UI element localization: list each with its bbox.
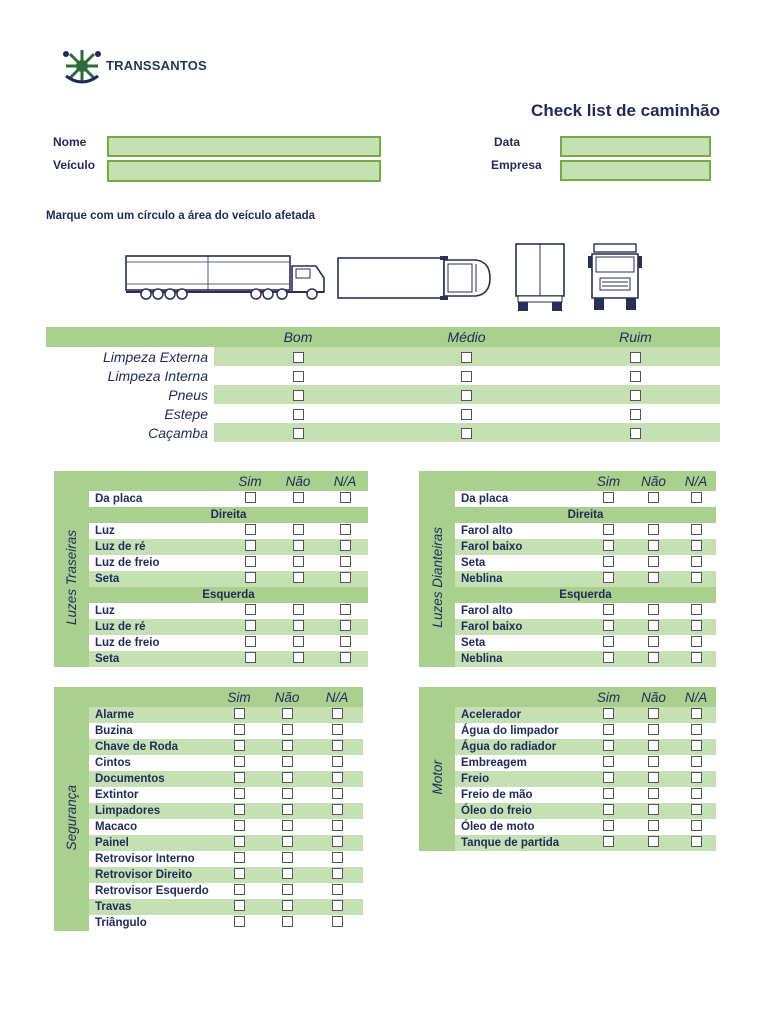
side-label: Motor bbox=[429, 760, 445, 795]
checkbox[interactable] bbox=[340, 540, 351, 551]
checkbox[interactable] bbox=[691, 804, 702, 815]
page-title: Check list de caminhão bbox=[531, 101, 720, 120]
checkbox[interactable] bbox=[282, 788, 293, 799]
checkbox[interactable] bbox=[691, 788, 702, 799]
item-label: Luz de freio bbox=[89, 635, 226, 651]
item-label: Luz de freio bbox=[89, 555, 226, 571]
table-row bbox=[46, 366, 720, 385]
row-label: Limpeza Interna bbox=[46, 366, 214, 385]
checkbox[interactable] bbox=[293, 371, 304, 382]
checkbox[interactable] bbox=[234, 772, 245, 783]
brand-name: TRANSSANTOS bbox=[106, 58, 207, 73]
checkbox[interactable] bbox=[332, 708, 343, 719]
checkbox[interactable] bbox=[603, 636, 614, 647]
checkbox[interactable] bbox=[691, 620, 702, 631]
item-label: Travas bbox=[89, 899, 215, 915]
checkbox[interactable] bbox=[603, 540, 614, 551]
checkbox[interactable] bbox=[234, 868, 245, 879]
checkbox[interactable] bbox=[293, 428, 304, 439]
col-medio: Médio bbox=[382, 327, 551, 347]
checkbox[interactable] bbox=[234, 884, 245, 895]
checkbox[interactable] bbox=[340, 524, 351, 535]
item-label: Macaco bbox=[89, 819, 215, 835]
checkbox[interactable] bbox=[691, 724, 702, 735]
checkbox[interactable] bbox=[293, 620, 304, 631]
col-nao: Não bbox=[263, 687, 311, 707]
checkbox[interactable] bbox=[648, 836, 659, 847]
checkbox[interactable] bbox=[293, 572, 304, 583]
item-label: Alarme bbox=[89, 707, 215, 723]
item-label: Farol alto bbox=[455, 603, 586, 619]
checkbox[interactable] bbox=[603, 492, 614, 503]
condition-table bbox=[46, 327, 720, 442]
truck-front-view-icon[interactable] bbox=[588, 242, 642, 312]
item-label: Freio de mão bbox=[455, 787, 586, 803]
checkbox[interactable] bbox=[332, 852, 343, 863]
data-field[interactable] bbox=[560, 136, 711, 157]
checkbox[interactable] bbox=[293, 652, 304, 663]
checkbox[interactable] bbox=[332, 756, 343, 767]
empresa-field[interactable] bbox=[560, 160, 711, 181]
row-label: Estepe bbox=[46, 404, 214, 423]
veiculo-field[interactable] bbox=[107, 160, 381, 182]
truck-side-view-icon[interactable] bbox=[124, 252, 326, 302]
checkbox[interactable] bbox=[245, 604, 256, 615]
checkbox[interactable] bbox=[691, 756, 702, 767]
checkbox[interactable] bbox=[245, 620, 256, 631]
item-label: Luz bbox=[89, 603, 226, 619]
checkbox[interactable] bbox=[282, 868, 293, 879]
table-row bbox=[46, 404, 720, 423]
checkbox[interactable] bbox=[340, 556, 351, 567]
checkbox[interactable] bbox=[340, 620, 351, 631]
row-label: Limpeza Externa bbox=[46, 347, 214, 366]
col-sim: Sim bbox=[586, 471, 631, 491]
side-label: Segurança bbox=[64, 784, 79, 851]
checkbox[interactable] bbox=[293, 352, 304, 363]
table-row bbox=[46, 347, 720, 366]
truck-top-view-icon[interactable] bbox=[336, 254, 494, 300]
checkbox[interactable] bbox=[691, 708, 702, 719]
checkbox[interactable] bbox=[245, 492, 256, 503]
item-label: Limpadores bbox=[89, 803, 215, 819]
nome-input[interactable] bbox=[109, 139, 379, 156]
checkbox[interactable] bbox=[245, 572, 256, 583]
item-label: Embreagem bbox=[455, 755, 586, 771]
item-label: Cintos bbox=[89, 755, 215, 771]
checkbox[interactable] bbox=[648, 740, 659, 751]
item-label: Da placa bbox=[89, 491, 226, 507]
checkbox[interactable] bbox=[282, 820, 293, 831]
checkbox[interactable] bbox=[293, 524, 304, 535]
checkbox[interactable] bbox=[340, 572, 351, 583]
checkbox[interactable] bbox=[630, 428, 641, 439]
item-label: Neblina bbox=[455, 651, 586, 667]
checkbox[interactable] bbox=[234, 852, 245, 863]
checkbox[interactable] bbox=[603, 708, 614, 719]
checkbox[interactable] bbox=[332, 740, 343, 751]
checkbox[interactable] bbox=[293, 409, 304, 420]
checkbox[interactable] bbox=[603, 652, 614, 663]
truck-rear-view-icon[interactable] bbox=[514, 242, 566, 312]
item-label: Luz de ré bbox=[89, 619, 226, 635]
item-label: Buzina bbox=[89, 723, 215, 739]
luzes-traseiras-table bbox=[54, 471, 368, 667]
checkbox[interactable] bbox=[234, 804, 245, 815]
logo bbox=[60, 46, 210, 86]
checkbox[interactable] bbox=[293, 540, 304, 551]
checkbox[interactable] bbox=[691, 652, 702, 663]
checkbox[interactable] bbox=[332, 884, 343, 895]
subheader-esquerda: Esquerda bbox=[89, 587, 368, 603]
checkbox[interactable] bbox=[293, 556, 304, 567]
item-label: Neblina bbox=[455, 571, 586, 587]
empresa-label: Empresa bbox=[491, 158, 542, 172]
item-label: Seta bbox=[89, 651, 226, 667]
checkbox[interactable] bbox=[648, 756, 659, 767]
instruction-text: Marque com um círculo a área do veículo afetada bbox=[46, 210, 316, 222]
checkbox[interactable] bbox=[691, 556, 702, 567]
checkbox[interactable] bbox=[332, 788, 343, 799]
veiculo-label: Veículo bbox=[53, 158, 96, 172]
data-label: Data bbox=[494, 135, 521, 149]
item-label: Luz de ré bbox=[89, 539, 226, 555]
item-label: Freio bbox=[455, 771, 586, 787]
checkbox[interactable] bbox=[332, 820, 343, 831]
checkbox[interactable] bbox=[234, 820, 245, 831]
checkbox[interactable] bbox=[461, 390, 472, 401]
table-row bbox=[46, 385, 720, 404]
checkbox[interactable] bbox=[603, 524, 614, 535]
checkbox[interactable] bbox=[461, 371, 472, 382]
item-label: Água do limpador bbox=[455, 723, 586, 739]
checkbox[interactable] bbox=[245, 524, 256, 535]
col-ruim: Ruim bbox=[551, 327, 720, 347]
col-sim: Sim bbox=[215, 687, 263, 707]
checkbox[interactable] bbox=[282, 724, 293, 735]
checkbox[interactable] bbox=[648, 556, 659, 567]
checkbox[interactable] bbox=[245, 636, 256, 647]
item-label: Seta bbox=[455, 635, 586, 651]
checkbox[interactable] bbox=[691, 836, 702, 847]
checkbox[interactable] bbox=[234, 708, 245, 719]
checkbox[interactable] bbox=[282, 836, 293, 847]
checkbox[interactable] bbox=[332, 724, 343, 735]
checkbox[interactable] bbox=[691, 524, 702, 535]
checkbox[interactable] bbox=[630, 390, 641, 401]
checkbox[interactable] bbox=[603, 772, 614, 783]
item-label: Documentos bbox=[89, 771, 215, 787]
checkbox[interactable] bbox=[603, 804, 614, 815]
data-input[interactable] bbox=[562, 139, 709, 156]
item-label: Painel bbox=[89, 835, 215, 851]
checkbox[interactable] bbox=[282, 708, 293, 719]
checkbox[interactable] bbox=[282, 756, 293, 767]
checkbox[interactable] bbox=[245, 540, 256, 551]
checkbox[interactable] bbox=[691, 740, 702, 751]
checkbox[interactable] bbox=[691, 820, 702, 831]
col-na: N/A bbox=[322, 471, 368, 491]
item-label: Farol baixo bbox=[455, 539, 586, 555]
checkbox[interactable] bbox=[648, 492, 659, 503]
seguranca-table bbox=[54, 687, 363, 931]
col-na: N/A bbox=[676, 687, 716, 707]
checkbox[interactable] bbox=[461, 409, 472, 420]
checkbox[interactable] bbox=[648, 572, 659, 583]
item-label: Chave de Roda bbox=[89, 739, 215, 755]
checkbox[interactable] bbox=[648, 620, 659, 631]
checkbox[interactable] bbox=[630, 409, 641, 420]
checkbox[interactable] bbox=[603, 724, 614, 735]
subheader-esquerda: Esquerda bbox=[455, 587, 716, 603]
checkbox[interactable] bbox=[691, 572, 702, 583]
checkbox[interactable] bbox=[648, 652, 659, 663]
checkbox[interactable] bbox=[282, 740, 293, 751]
checkbox[interactable] bbox=[282, 804, 293, 815]
item-label: Tanque de partida bbox=[455, 835, 586, 851]
checkbox[interactable] bbox=[691, 604, 702, 615]
luzes-dianteiras-table bbox=[419, 471, 716, 667]
checkbox[interactable] bbox=[691, 492, 702, 503]
subheader-direita: Direita bbox=[89, 507, 368, 523]
checkbox[interactable] bbox=[234, 740, 245, 751]
checkbox[interactable] bbox=[332, 804, 343, 815]
item-label: Farol baixo bbox=[455, 619, 586, 635]
checkbox[interactable] bbox=[648, 772, 659, 783]
row-label: Caçamba bbox=[46, 423, 214, 442]
checkbox[interactable] bbox=[630, 371, 641, 382]
checkbox[interactable] bbox=[282, 884, 293, 895]
checkbox[interactable] bbox=[293, 636, 304, 647]
item-label: Retrovisor Direito bbox=[89, 867, 215, 883]
item-label: Óleo do freio bbox=[455, 803, 586, 819]
item-label: Seta bbox=[89, 571, 226, 587]
item-label: Farol alto bbox=[455, 523, 586, 539]
item-label: Triângulo bbox=[89, 915, 215, 931]
checkbox[interactable] bbox=[603, 620, 614, 631]
checkbox[interactable] bbox=[340, 652, 351, 663]
subheader-direita: Direita bbox=[455, 507, 716, 523]
col-sim: Sim bbox=[226, 471, 274, 491]
checkbox[interactable] bbox=[234, 900, 245, 911]
checkbox[interactable] bbox=[234, 724, 245, 735]
checkbox[interactable] bbox=[691, 540, 702, 551]
checkbox[interactable] bbox=[461, 352, 472, 363]
checkbox[interactable] bbox=[691, 636, 702, 647]
checkbox[interactable] bbox=[234, 788, 245, 799]
checkbox[interactable] bbox=[648, 636, 659, 647]
col-nao: Não bbox=[274, 471, 322, 491]
side-label: Luzes Traseiras bbox=[64, 529, 79, 626]
checkbox[interactable] bbox=[234, 916, 245, 927]
checkbox[interactable] bbox=[648, 604, 659, 615]
checkbox[interactable] bbox=[332, 836, 343, 847]
checkbox[interactable] bbox=[648, 788, 659, 799]
checkbox[interactable] bbox=[603, 556, 614, 567]
item-label: Retrovisor Esquerdo bbox=[89, 883, 215, 899]
checkbox[interactable] bbox=[603, 820, 614, 831]
checkbox[interactable] bbox=[340, 492, 351, 503]
checkbox[interactable] bbox=[340, 604, 351, 615]
item-label: Água do radiador bbox=[455, 739, 586, 755]
checkbox[interactable] bbox=[691, 772, 702, 783]
nome-field[interactable] bbox=[107, 136, 381, 157]
veiculo-input[interactable] bbox=[109, 162, 379, 180]
checkbox[interactable] bbox=[234, 836, 245, 847]
checkbox[interactable] bbox=[648, 540, 659, 551]
checkbox[interactable] bbox=[234, 756, 245, 767]
checkbox[interactable] bbox=[332, 916, 343, 927]
checkbox[interactable] bbox=[282, 916, 293, 927]
checkbox[interactable] bbox=[630, 352, 641, 363]
motor-table bbox=[419, 687, 716, 851]
checkbox[interactable] bbox=[603, 756, 614, 767]
checkbox[interactable] bbox=[293, 390, 304, 401]
checkbox[interactable] bbox=[648, 708, 659, 719]
checkbox[interactable] bbox=[245, 556, 256, 567]
checkbox[interactable] bbox=[461, 428, 472, 439]
col-nao: Não bbox=[631, 687, 676, 707]
item-label: Seta bbox=[455, 555, 586, 571]
row-label: Pneus bbox=[46, 385, 214, 404]
checkbox[interactable] bbox=[332, 868, 343, 879]
empresa-input[interactable] bbox=[562, 163, 709, 180]
col-sim: Sim bbox=[586, 687, 631, 707]
checkbox[interactable] bbox=[340, 636, 351, 647]
condition-header-row bbox=[46, 327, 720, 347]
checkbox[interactable] bbox=[332, 772, 343, 783]
checkbox[interactable] bbox=[282, 772, 293, 783]
item-label: Extintor bbox=[89, 787, 215, 803]
checkbox[interactable] bbox=[648, 524, 659, 535]
anchor-logo-icon bbox=[60, 46, 104, 86]
nome-label: Nome bbox=[53, 135, 87, 149]
item-label: Da placa bbox=[455, 491, 586, 507]
checkbox[interactable] bbox=[648, 804, 659, 815]
checkbox[interactable] bbox=[603, 604, 614, 615]
col-na: N/A bbox=[311, 687, 363, 707]
checkbox[interactable] bbox=[245, 652, 256, 663]
checkbox[interactable] bbox=[603, 572, 614, 583]
item-label: Luz bbox=[89, 523, 226, 539]
checkbox[interactable] bbox=[282, 852, 293, 863]
item-label: Óleo de moto bbox=[455, 819, 586, 835]
checkbox[interactable] bbox=[603, 740, 614, 751]
checkbox[interactable] bbox=[603, 836, 614, 847]
col-bom: Bom bbox=[214, 327, 382, 347]
checkbox[interactable] bbox=[293, 604, 304, 615]
checkbox[interactable] bbox=[293, 492, 304, 503]
side-label: Luzes Dianteiras bbox=[429, 527, 445, 628]
item-label: Acelerador bbox=[455, 707, 586, 723]
checkbox[interactable] bbox=[648, 724, 659, 735]
checkbox[interactable] bbox=[603, 788, 614, 799]
checkbox[interactable] bbox=[648, 820, 659, 831]
col-na: N/A bbox=[676, 471, 716, 491]
item-label: Retrovisor Interno bbox=[89, 851, 215, 867]
col-nao: Não bbox=[631, 471, 676, 491]
checkbox[interactable] bbox=[282, 900, 293, 911]
table-row bbox=[46, 423, 720, 442]
checkbox[interactable] bbox=[332, 900, 343, 911]
